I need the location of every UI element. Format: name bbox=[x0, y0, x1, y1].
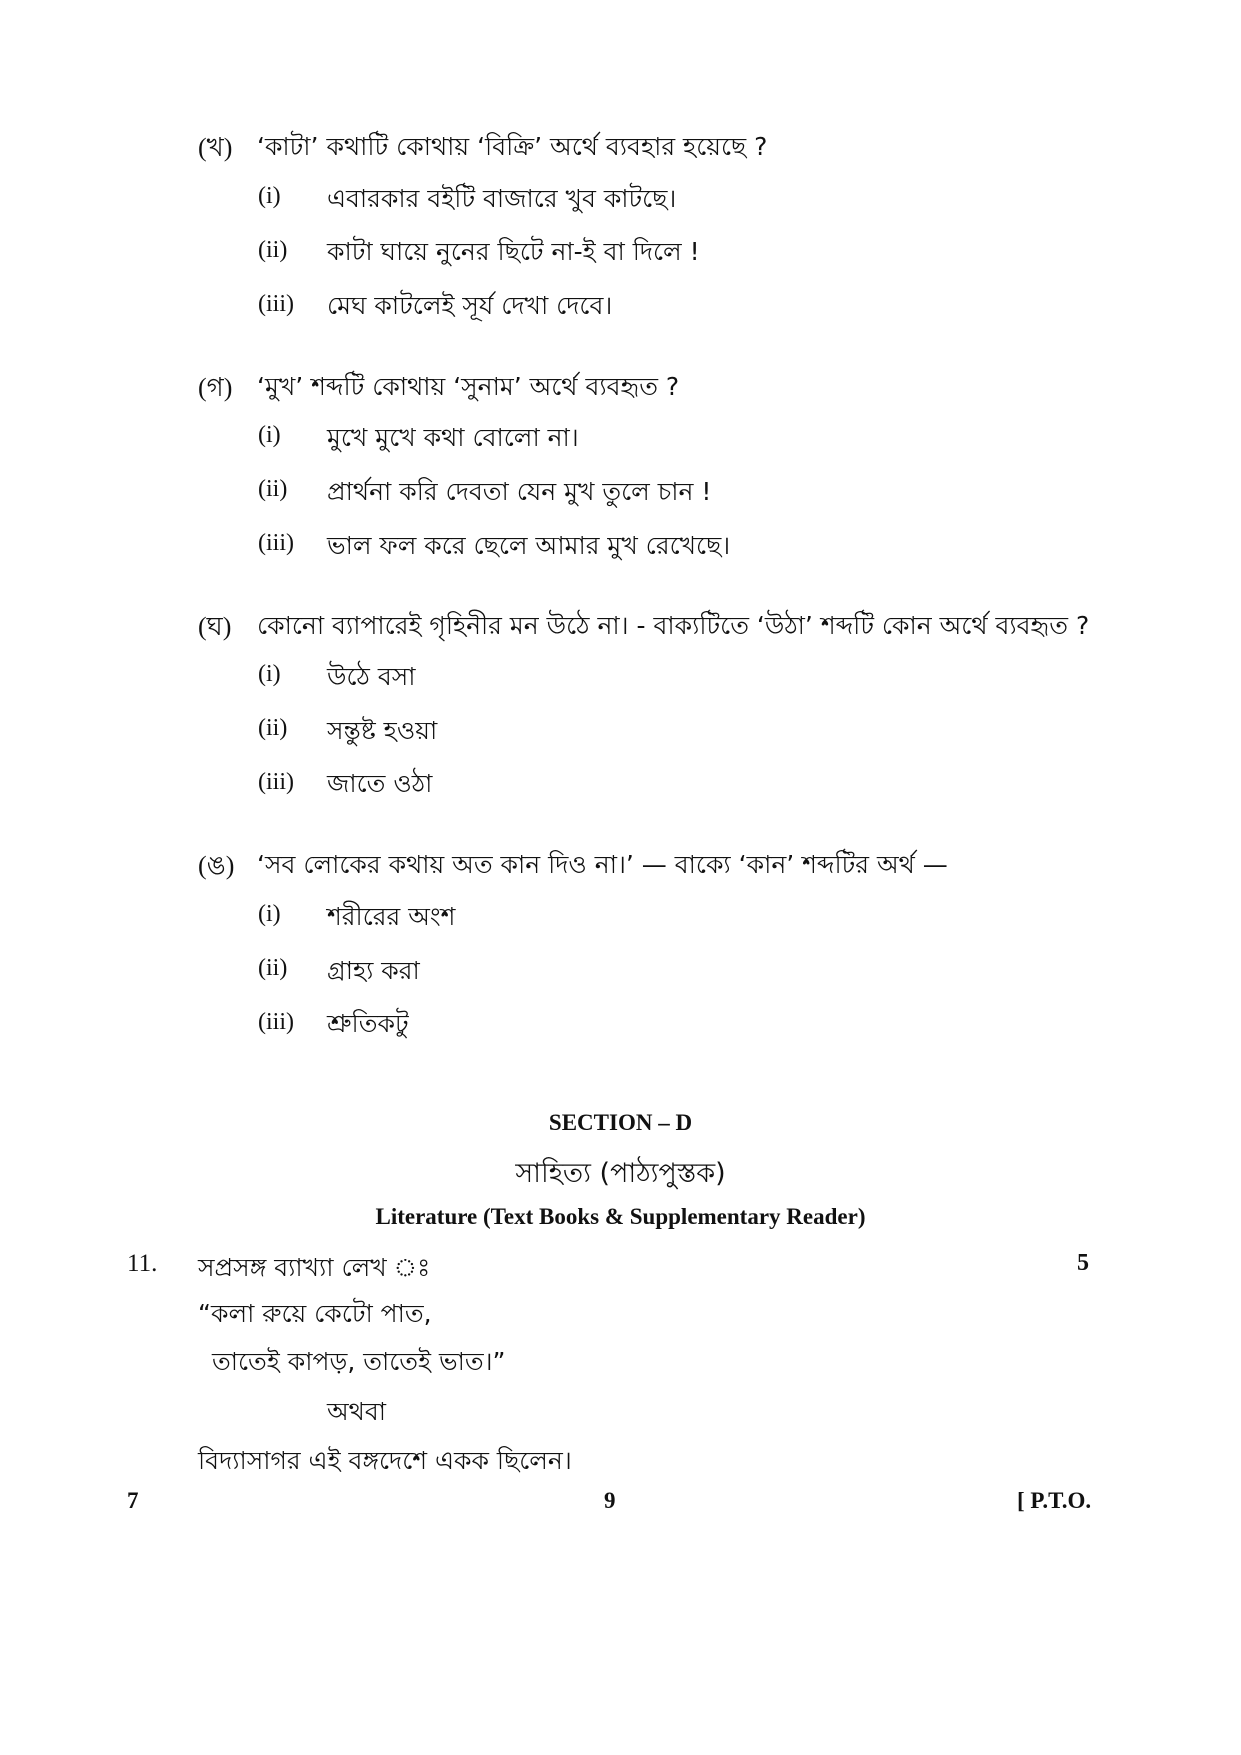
option-text: কাটা ঘায়ে নুনের ছিটে না-ই বা দিলে ! bbox=[327, 237, 700, 266]
option-text: মুখে মুখে কথা বোলো না। bbox=[327, 423, 579, 452]
option-number: (i) bbox=[258, 422, 281, 448]
option-text: মেঘ কাটলেই সূর্য দেখা দেবে। bbox=[327, 291, 613, 320]
question-text: কোনো ব্যাপারেই গৃহিনীর মন উঠে না। - বাক্যটিতে ‘উঠা’ শব্দটি কোন অর্থে ব্যবহৃত ? bbox=[257, 611, 1090, 640]
question-label: (খ) bbox=[198, 133, 233, 162]
option-text: শ্রুতিকটু bbox=[327, 1009, 409, 1038]
question-label: (ঘ) bbox=[198, 612, 232, 641]
option-text: গ্রাহ্য করা bbox=[327, 956, 420, 985]
page-number: 9 bbox=[604, 1488, 616, 1513]
question-instruction: সপ্রসঙ্গ ব্যাখ্যা লেখ ঃ bbox=[198, 1253, 431, 1282]
question-marks: 5 bbox=[1077, 1250, 1089, 1276]
option-text: ভাল ফল করে ছেলে আমার মুখ রেখেছে। bbox=[327, 531, 731, 560]
option-number: (ii) bbox=[258, 237, 288, 263]
option-number: (i) bbox=[258, 901, 281, 927]
quote-line-2: তাতেই কাপড়, তাতেই ভাত।” bbox=[212, 1347, 506, 1376]
option-text: জাতে ওঠা bbox=[327, 769, 433, 798]
option-text: এবারকার বইটি বাজারে খুব কাটছে। bbox=[327, 184, 677, 213]
option-number: (i) bbox=[258, 661, 281, 687]
option-text: প্রার্থনা করি দেবতা যেন মুখ তুলে চান ! bbox=[327, 477, 712, 506]
option-number: (iii) bbox=[258, 769, 294, 795]
footer-left-code: 7 bbox=[127, 1488, 139, 1513]
option-number: (ii) bbox=[258, 715, 288, 741]
option-text: সন্তুষ্ট হওয়া bbox=[327, 716, 438, 745]
option-number: (iii) bbox=[258, 1009, 294, 1035]
option-text: উঠে বসা bbox=[327, 662, 416, 691]
section-bengali-title: সাহিত্য (পাঠ্যপুস্তক) bbox=[515, 1158, 726, 1189]
question-text: ‘কাটা’ কথাটি কোথায় ‘বিক্রি’ অর্থে ব্যবহার হয়েছে ? bbox=[257, 132, 768, 161]
alternative-question: বিদ্যাসাগর এই বঙ্গদেশে একক ছিলেন। bbox=[198, 1446, 572, 1475]
question-label: (ঙ) bbox=[198, 851, 235, 880]
question-text: ‘সব লোকের কথায় অত কান দিও না।’ — বাক্যে ‘কান’ শব্দটির অর্থ — bbox=[257, 850, 948, 879]
option-number: (iii) bbox=[258, 291, 294, 317]
option-text: শরীরের অংশ bbox=[327, 902, 456, 931]
section-heading: SECTION – D bbox=[548, 1110, 693, 1135]
option-number: (ii) bbox=[258, 955, 288, 981]
question-label: (গ) bbox=[198, 373, 233, 402]
option-number: (i) bbox=[258, 183, 281, 209]
option-number: (ii) bbox=[258, 476, 288, 502]
pto-label: [ P.T.O. bbox=[1017, 1488, 1092, 1513]
quote-line-1: “কলা রুয়ে কেটো পাত, bbox=[198, 1299, 432, 1328]
section-english-title: Literature (Text Books & Supplementary Reader) bbox=[375, 1204, 866, 1229]
option-number: (iii) bbox=[258, 530, 294, 556]
or-label: অথবা bbox=[327, 1397, 387, 1426]
question-text: ‘মুখ’ শব্দটি কোথায় ‘সুনাম’ অর্থে ব্যবহৃত ? bbox=[257, 372, 680, 401]
question-number: 11. bbox=[127, 1250, 158, 1277]
